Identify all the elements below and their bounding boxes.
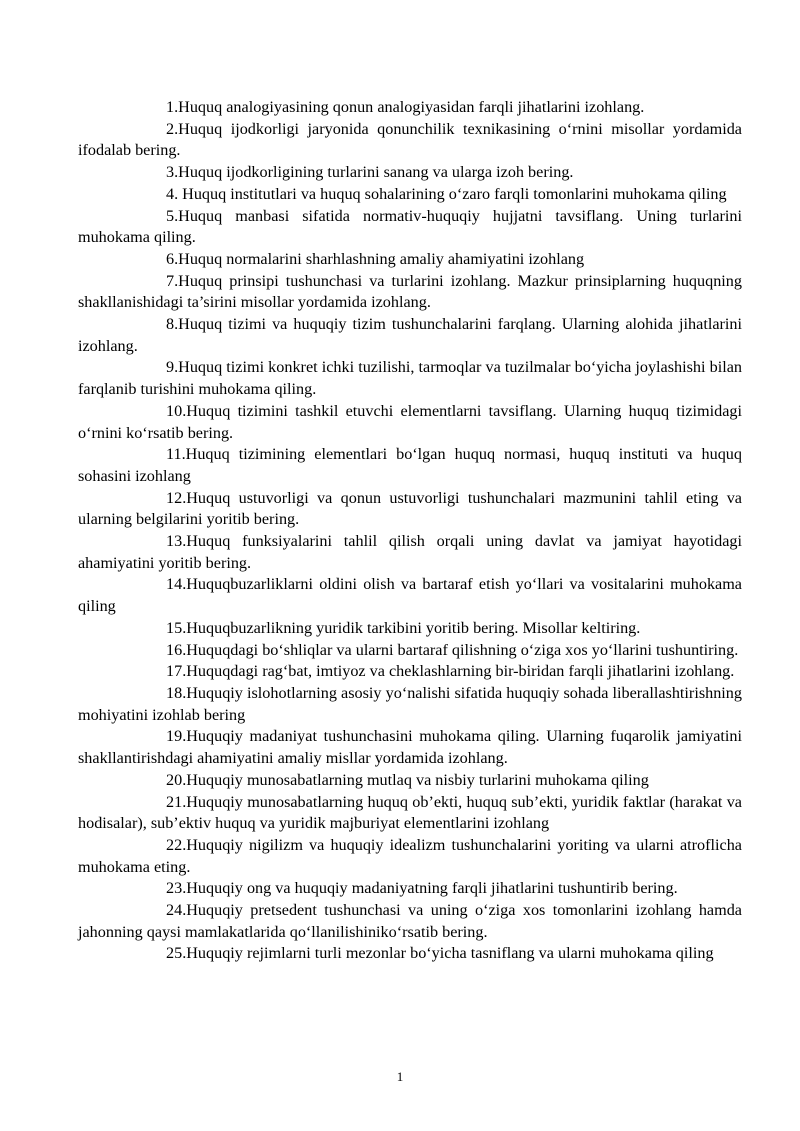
item-text: Huquqiy ong va huquqiy madaniyatning farqli jihatlarini tushuntirib bering. bbox=[186, 879, 678, 898]
item-text: Huquqiy munosabatlarning mutlaq va nisbiy turlarini muhokama qiling bbox=[186, 770, 649, 789]
list-item bbox=[78, 97, 742, 119]
item-number: 3. bbox=[166, 163, 179, 182]
item-number: 6. bbox=[166, 249, 179, 268]
item-number: 16. bbox=[166, 640, 187, 659]
list-item bbox=[78, 770, 742, 792]
item-text: Huquq ijodkorligining turlarini sanang va ularga izoh bering. bbox=[178, 163, 574, 182]
list-item bbox=[78, 314, 742, 357]
item-number: 10. bbox=[166, 401, 187, 420]
list-item bbox=[78, 271, 742, 314]
item-text: Huquqdagi bo‘shliqlar va ularni bartaraf qilishning o‘ziga xos yo‘llarini tushuntiring. bbox=[186, 640, 739, 659]
list-item bbox=[78, 726, 742, 769]
item-text: Huquq funksiyalarini tahlil qilish orqali uning davlat va jamiyat hayotidagi ahamiyatini yoritib bering. bbox=[78, 532, 742, 572]
list-item bbox=[78, 162, 742, 184]
item-number: 2. bbox=[166, 119, 179, 138]
list-item bbox=[78, 206, 742, 249]
item-number: 4. bbox=[166, 184, 179, 203]
item-number: 21. bbox=[166, 792, 187, 811]
item-number: 23. bbox=[166, 879, 187, 898]
item-text: Huquqiy madaniyat tushunchasini muhokama qiling. Ularning fuqarolik jamiyatini shakllantirishdagi ahamiyatini amaliy misllar yordamida izohlang. bbox=[78, 727, 742, 768]
item-number: 11. bbox=[166, 445, 186, 464]
list-item bbox=[78, 683, 742, 726]
list-item bbox=[78, 640, 742, 662]
item-number: 5. bbox=[166, 206, 179, 225]
item-number: 14. bbox=[166, 575, 187, 594]
item-text: Huquqiy islohotlarning asosiy yo‘nalishi sifatida huquqiy sohada liberallashtirishning mohiyatini izohlab bering bbox=[78, 683, 742, 724]
page-number: 1 bbox=[396, 1069, 404, 1084]
item-text: Huquq tizimi va huquqiy tizim tushunchalarini farqlang. Ularning alohida jihatlarini izohlang. bbox=[78, 315, 742, 355]
item-number: 17. bbox=[166, 662, 187, 681]
list-item bbox=[78, 835, 742, 878]
item-text: Huquq ustuvorligi va qonun ustuvorligi tushunchalari mazmunini tahlil eting va ularning belgilarini yoritib bering. bbox=[78, 488, 742, 529]
item-text: Huquq tizimi konkret ichki tuzilishi, tarmoqlar va tuzilmalar bo‘yicha joylashishi bilan farqlanib turishini muhokama qiling. bbox=[78, 358, 742, 399]
item-number: 20. bbox=[166, 770, 187, 789]
list-item bbox=[78, 943, 742, 965]
item-text: Huquq institutlari va huquq sohalarining o‘zaro farqli tomonlarini muhokama qiling bbox=[182, 184, 727, 203]
list-item bbox=[78, 401, 742, 444]
item-number: 15. bbox=[166, 618, 187, 637]
item-number: 25. bbox=[166, 944, 187, 963]
item-number: 22. bbox=[166, 835, 187, 854]
item-number: 18. bbox=[166, 683, 187, 702]
list-item bbox=[78, 357, 742, 400]
item-text: Huquqiy munosabatlarning huquq ob’ekti, huquq sub’ekti, yuridik faktlar (harakat va hodisalar), sub’ektiv huquq va yuridik majburiyat elementlarini izohlang bbox=[78, 792, 742, 833]
list-item bbox=[78, 792, 742, 835]
list-item bbox=[78, 618, 742, 640]
item-text: Huquq tizimini tashkil etuvchi elementlarni tavsiflang. Ularning huquq tizimidagi o‘rnini ko‘rsatib bering. bbox=[78, 401, 742, 442]
item-text: Huquq analogiyasining qonun analogiyasidan farqli jihatlarini izohlang. bbox=[178, 98, 645, 116]
list-item bbox=[78, 444, 742, 487]
list-item bbox=[78, 661, 742, 683]
list-item bbox=[78, 249, 742, 271]
item-text: Huquqbuzarlikning yuridik tarkibini yoritib bering. Misollar keltiring. bbox=[186, 618, 641, 637]
item-text: Huquqiy pretsedent tushunchasi va uning o‘ziga xos tomonlarini izohlang hamda jahonning qaysi mamlakatlarida qo‘llanilishiniko‘rsatib bering. bbox=[78, 901, 742, 941]
item-text: Huquq ijodkorligi jaryonida qonunchilik texnikasining o‘rnini misollar yordamida ifodalab bering. bbox=[78, 119, 742, 160]
item-number: 8. bbox=[166, 315, 179, 334]
item-text: Huquq tizimining elementlari bo‘lgan huquq normasi, huquq instituti va huquq sohasini izohlang bbox=[78, 445, 742, 485]
list-item bbox=[78, 184, 742, 206]
list-item bbox=[78, 878, 742, 900]
item-number: 24. bbox=[166, 901, 187, 920]
list-item bbox=[78, 574, 742, 617]
item-text: Huquqiy rejimlarni turli mezonlar bo‘yicha tasniflang va ularni muhokama qiling bbox=[186, 944, 714, 963]
item-number: 9. bbox=[166, 358, 179, 377]
list-item bbox=[78, 488, 742, 531]
item-text: Huquqiy nigilizm va huquqiy idealizm tushunchalarini yoriting va ularni atroflicha muhokama eting. bbox=[78, 835, 742, 876]
item-number: 1. bbox=[166, 98, 179, 116]
item-number: 7. bbox=[166, 271, 179, 290]
list-item bbox=[78, 531, 742, 574]
item-number: 13. bbox=[166, 532, 187, 551]
item-number: 12. bbox=[166, 488, 187, 507]
list-item bbox=[78, 119, 742, 162]
item-text: Huquqdagi rag‘bat, imtiyoz va cheklashlarning bir-biridan farqli jihatlarini izohlang. bbox=[186, 662, 735, 681]
question-list bbox=[78, 97, 742, 965]
item-number: 19. bbox=[166, 727, 187, 746]
item-text: Huquq manbasi sifatida normativ-huquqiy hujjatni tavsiflang. Uning turlarini muhokama qiling. bbox=[78, 206, 742, 247]
item-text: Huquqbuzarliklarni oldini olish va bartaraf etish yo‘llari va vositalarini muhokama qiling bbox=[78, 575, 742, 616]
item-text: Huquq prinsipi tushunchasi va turlarini izohlang. Mazkur prinsiplarning huquqning shakllanishidagi ta’sirini misollar yordamida izohlang. bbox=[78, 271, 742, 312]
item-text: Huquq normalarini sharhlashning amaliy ahamiyatini izohlang bbox=[178, 249, 585, 268]
list-item bbox=[78, 900, 742, 943]
